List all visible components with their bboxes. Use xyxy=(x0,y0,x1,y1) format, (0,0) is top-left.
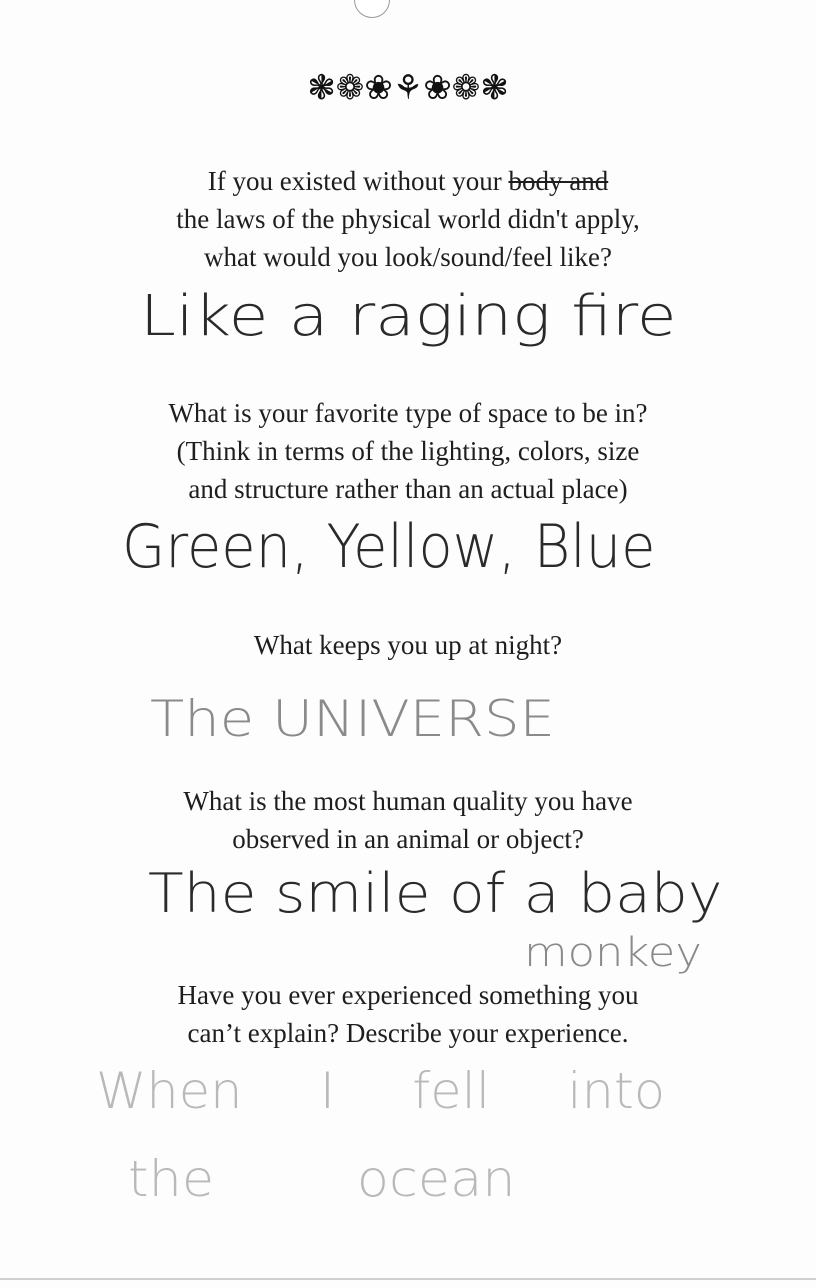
question-5-line-2: can’t explain? Describe your experience. xyxy=(187,1018,629,1048)
question-2 xyxy=(40,394,776,508)
question-4-line-2: observed in an animal or object? xyxy=(232,824,584,854)
question-2-line-2: (Think in terms of the lighting, colors, size xyxy=(176,436,640,466)
answer-4-line-1: The smile of a baby xyxy=(148,862,723,925)
struck-text: body and xyxy=(508,166,609,196)
flower-ornament-icon: ❃❁❀⚘❀❁❃ xyxy=(307,68,509,108)
question-3-line-1: What keeps you up at night? xyxy=(253,630,563,660)
card-bottom-edge xyxy=(0,1278,816,1280)
answer-4-line-2: monkey xyxy=(524,930,702,976)
punch-hole xyxy=(354,0,390,18)
question-5-line-1: Have you ever experienced something you xyxy=(177,980,639,1010)
question-2-line-1: What is your favorite type of space to be in? xyxy=(168,398,648,428)
answer-2: Green, Yellow, Blue xyxy=(122,512,656,582)
answer-3: The UNIVERSE xyxy=(150,690,555,748)
question-1-line-1: If you existed without your body and xyxy=(207,166,609,196)
answer-5-line-2: the ocean xyxy=(128,1150,516,1208)
question-2-line-3: and structure rather than an actual place) xyxy=(188,474,628,504)
answer-1: Like a raging fire xyxy=(140,284,677,349)
question-1 xyxy=(40,162,776,276)
question-3 xyxy=(40,626,776,664)
answer-5-line-1: When I fell into xyxy=(96,1062,666,1120)
question-1-line-2: the laws of the physical world didn't apply, xyxy=(176,204,640,234)
question-1-line-3: what would you look/sound/feel like? xyxy=(204,242,612,272)
question-5 xyxy=(40,976,776,1052)
question-4 xyxy=(40,782,776,858)
question-4-line-1: What is the most human quality you have xyxy=(183,786,633,816)
